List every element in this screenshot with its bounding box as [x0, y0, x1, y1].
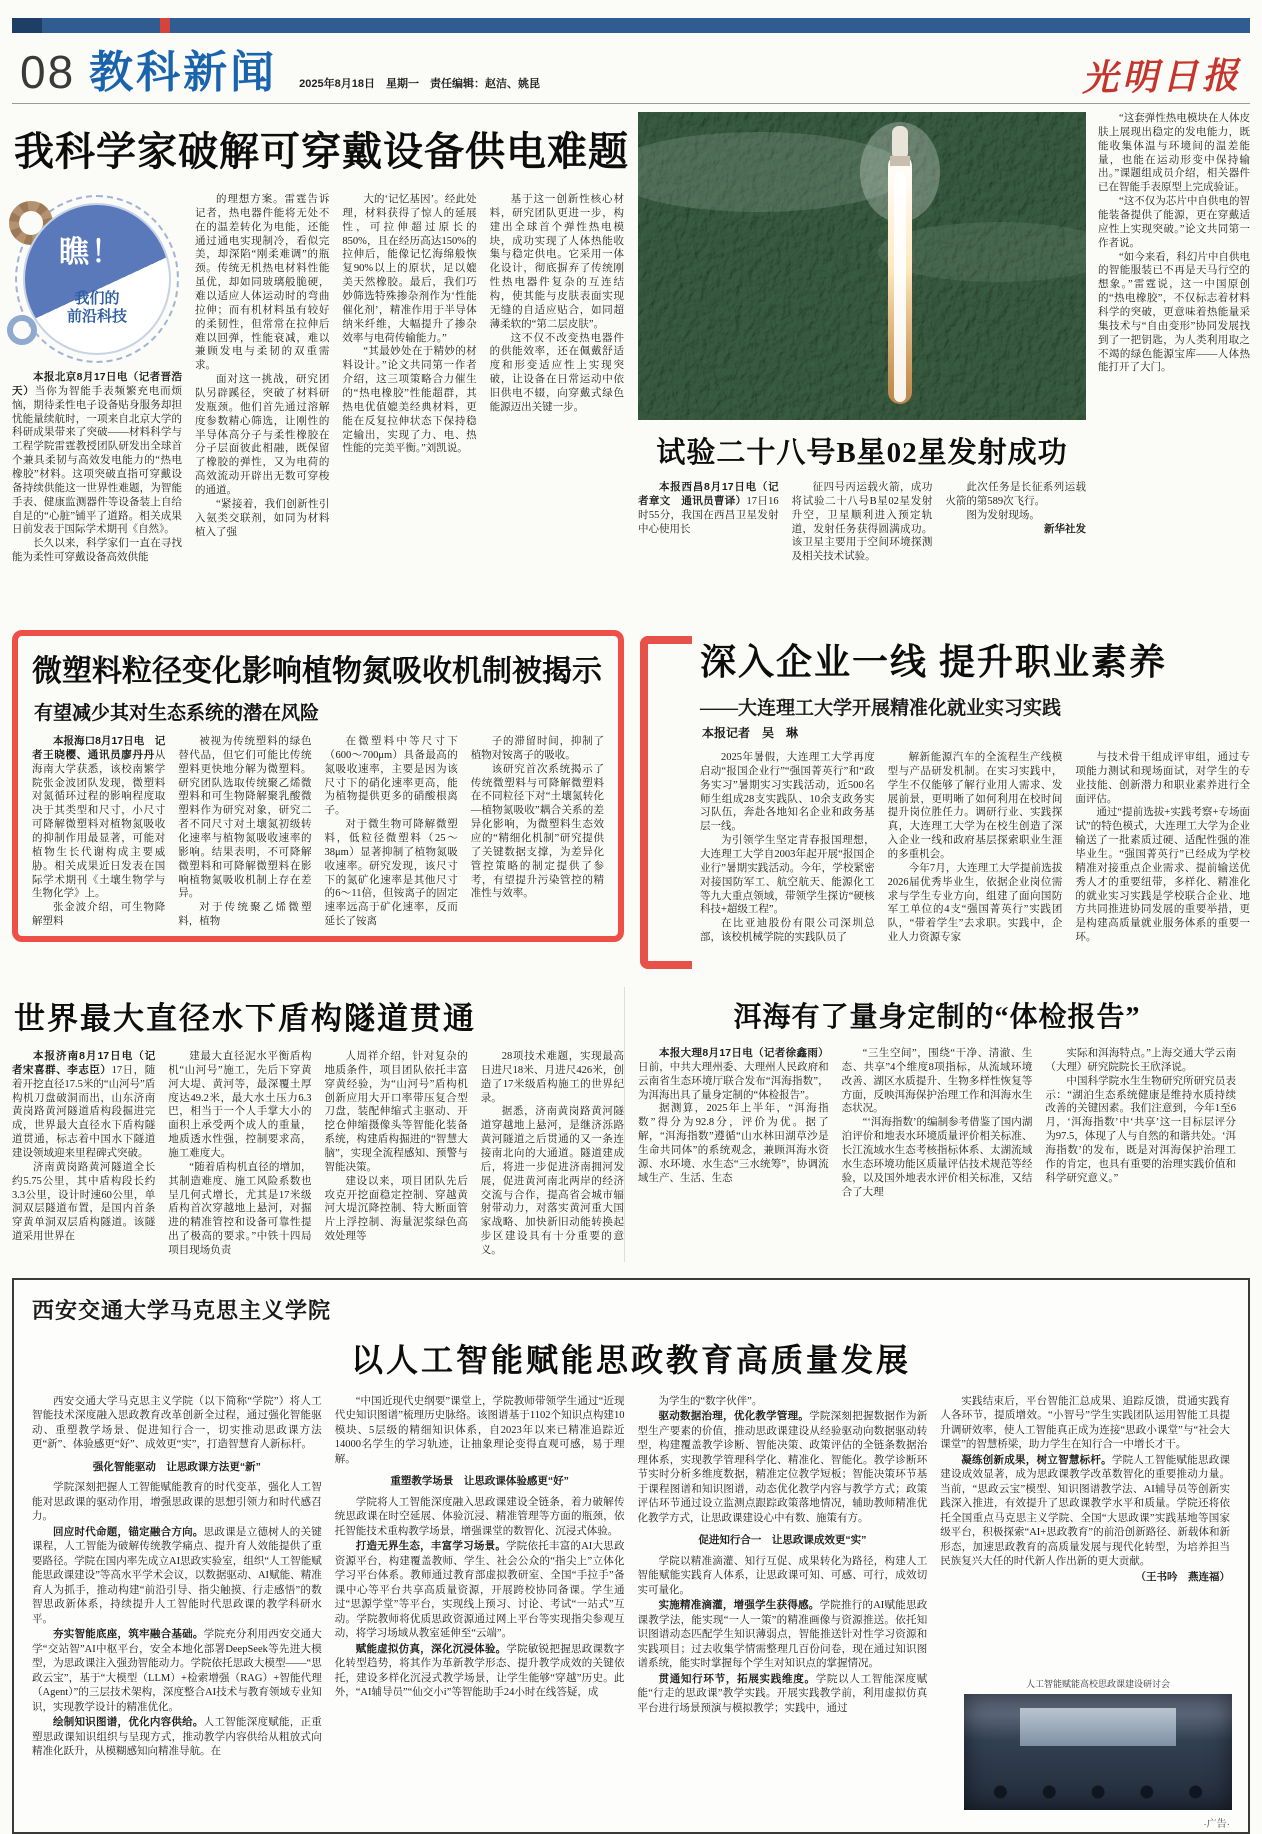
ad-title: 以人工智能赋能思政教育高质量发展: [350, 1342, 911, 1378]
article-wearable: [12, 112, 629, 620]
text-column: [638, 1395, 928, 1819]
badge-circle: [23, 203, 171, 355]
text-column: [700, 751, 875, 973]
paragraph: 中国科学院水生生物研究所研究员表示：“湖泊生态系统健康是维持水质持续改善的关键因素。我们注意到，今年1至6月，‘洱海指数’中‘共享’这一目标层评分为97.5，体现了人与自然的和谐共处。‘洱海指数’的发布，既是对洱海保护治理工作的肯定，也具有重要的治理实践价值和科学研究意义。”: [1045, 1075, 1237, 1184]
conference-photo: [964, 1694, 1232, 1810]
paragraph: 该研究首次系统揭示了传统微塑料与可降解微塑料在不同粒径下对“土壤氮转化—植物氮吸收”耦合关系的差异化影响，为微塑料生态效应的“精细化机制”研究提供了关键数据支撑，为差异化管控策略的制定提供了参考，有望提升污染管控的精准性与效率。: [470, 763, 604, 900]
paragraph: 28项技术难题，实现最高日进尺18米、月进尺426米，创造了17米级盾构施工的世界纪录。: [480, 1051, 624, 1104]
paragraph: 的理想方案。雷霆告诉记者，热电器件能将无处不在的温差转化为电能，还能通过通电实现制冷，看似完美，却深陷“刚柔难调”的瓶颈。传统无机热电材料性能虽优，却如同玻璃般脆硬，难以适应人体运动时的弯曲拉伸；而有机材料虽有较好的柔韧性，但常常在拉伸后难以回弹，性能衰减，难以兼顾发电与柔韧的双重需求。: [195, 194, 330, 372]
article-headline: 试验二十八号B星02星发射成功: [656, 437, 1068, 469]
text-column: [325, 1050, 468, 1262]
body-columns: [638, 1047, 1236, 1253]
paragraph: 在比亚迪股份有限公司深圳总部，该校机械学院的实践队员了: [700, 918, 875, 944]
paragraph: “中国近现代史纲要”课堂上，学院教师带领学生通过“近现代史知识图谱”梳理历史脉络。该图谱基于1102个知识点构建10模块、5层级的精细知识体系，自2023年以来已精准追踪近14000名学生的学习轨迹，让抽象理论变得直观可感，易于理解。: [334, 1396, 625, 1465]
column-subhead: 强化智能驱动 让思政课方法更“新”: [92, 1460, 261, 1473]
body-columns: [195, 193, 624, 585]
article-satellite: [638, 430, 1086, 601]
body-columns: [12, 1050, 624, 1262]
ad-mark: ·广告·: [1203, 1819, 1230, 1830]
text-column: [12, 371, 182, 585]
page-number: 08: [20, 46, 76, 98]
article-headline: 我科学家破解可穿戴设备供电难题: [14, 129, 629, 174]
paragraph: 西安交通大学马克思主义学院（以下简称“学院”）将人工智能技术深度融入思政教育改革创新全过程，通过强化智能驱动、重塑教学场景、促进知行合一，切实推动思政课方法更“新”、体验感更“好”、成效更“实”，打造智慧育人新标杆。: [32, 1396, 322, 1451]
paragraph: 实施精准滴灌，增强学生获得感。学院推行的AI赋能思政课教学法，能实现“一人一策”的精准画像与资源推送。依托知识图谱动态匹配学生知识薄弱点，智能推送针对性学习资源和实践项目；过去收集学情需整理几百份问卷，现在通过知识图谱系统，能实时掌握每个学生对知识点的掌握情况。: [637, 1599, 928, 1670]
paragraph: “这套弹性热电模块在人体皮肤上展现出稳定的发电能力，既能收集体温与环境间的温差能量，也能在运动形变中保持输出。”课题组成员介绍，相关器件已在智能手表原型上完成验证。: [1098, 113, 1250, 194]
paragraph: “这不仅为芯片中自供电的智能装备提供了能源，更在穿戴适应性上实现突破。”论文共同第一作者说。: [1098, 196, 1250, 249]
paragraph: 贯通知行环节，拓展实践维度。学院以人工智能深度赋能“行走的思政课”教学实践。开展实践教学前，利用虚拟仿真平台进行场景预演与模拟教学；实践中，通过: [637, 1672, 928, 1714]
paragraph: 为学生的“数字伙伴”。: [658, 1396, 763, 1407]
paragraph: 此次任务是长征系列运载火箭的第589次飞行。: [945, 482, 1087, 507]
paragraph: 本报济南8月17日电（记者宋喜群、李志臣）17日，随着开挖直径17.5米的“山河号”盾构机刀盘破洞而出，山东济南黄岗路黄河隧道盾构段掘进完成，世界最大直径水下盾构隧道贯通，标志着中国水下隧道建设领域迎来里程碑式突破。: [12, 1050, 156, 1160]
body-columns: [32, 735, 604, 933]
paragraph: 子的滞留时间，抑制了植物对铵离子的吸收。: [470, 736, 604, 761]
paragraph: “三生空间”，围绕“干净、清澈、生态、共享”4个维度8项指标，从流域环境改善、湖区水质提升、生物多样性恢复等方面，反映洱海保护治理工作和洱海水生态状况。: [841, 1048, 1033, 1115]
text-column: [342, 193, 476, 585]
paragraph: 基于这一创新性核心材料，研究团队更进一步，构建出全球首个弹性热电模块，成功实现了人体热能收集与稳定供电。它采用一体化设计，彻底摒弃了传统刚性热电器件复杂的互连结构，使其能与皮肤表面实现无缝的自适应贴合，如同超薄柔软的“第二层皮肤”。: [489, 194, 624, 330]
body-columns: [1098, 112, 1250, 620]
text-column: [792, 481, 933, 601]
text-column: [490, 193, 624, 585]
text-column: [842, 1047, 1033, 1253]
paragraph: 通过“提前选拔+实践考察+专场面试”的特色模式，大连理工大学为企业输送了一批素质过硬、适配性强的准毕业生。“强国菁英行”已经成为学校精准对接重点企业需求、提前输送优秀人才的重要纽带，多样化、精准化的就业实习实践是学校联合企业、地方共同推进协同发展的重要举措，更是构建高质量就业服务体系的重要一环。: [1075, 807, 1251, 944]
badge-subtitle: 我们的 前沿科技: [66, 289, 127, 326]
article-dlut: [638, 634, 1250, 973]
paragraph: 据悉，济南黄岗路黄河隧道穿越地上悬河，是继济泺路黄河隧道之后贯通的又一条连接南北向的大通道。隧道建成后，将进一步促进济南拥河发展，促进黄河南北两岸的经济交流与合作，提高省会城市辐射带动力，对落实黄河重大国家战略、加快新旧动能转换起步区建设具有十分重要的意义。: [480, 1106, 624, 1257]
paragraph: 2025年暑假，大连理工大学再度启动“报国企业行”“强国菁英行”和“政务实习”暑期实习实践活动，近500名师生组成28支实践队、10余支政务实习队伍，奔赴各地知名企业和政务基层一线。: [700, 752, 875, 833]
paragraph: 本报大理8月17日电（记者徐鑫雨）日前，中共大理州委、大理州人民政府和云南省生态环境厅联合发布“洱海指数”，为洱海出具了量身定制的“体检报告”。: [638, 1047, 829, 1101]
paragraph: 实践结束后，平台智能汇总成果、追踪反馈，贯通实践育人各环节，提质增效。“小智号”学生实践团队运用智能工具提升调研效率，使人工智能真正成为连接“思政小课堂”与“社会大课堂”的智慧桥梁，助力学生在知行合一中增长才干。: [940, 1396, 1230, 1451]
paragraph: 征四号丙运载火箭，成功将试验二十八号B星02星发射升空，卫星顺利进入预定轨道，发射任务获得圆满成功。该卫星主要用于空间环境探测及相关技术试验。: [791, 482, 933, 563]
text-column: [195, 193, 329, 585]
text-column: [638, 1047, 829, 1253]
red-notch: [160, 18, 170, 33]
signature: （王书吟 燕连福）: [1135, 1570, 1230, 1583]
paragraph: “如今来看，科幻片中自供电的智能服装已不再是天马行空的想象。”雷霆说，这一中国原创的“热电橡胶”，不仅标志着材料科学的突破，更意味着热能量采集技术与“自由变形”协同发展找到了一把钥匙，为人类利用取之不竭的绿色能源宝库——人体热能打开了大门。: [1098, 251, 1250, 374]
paragraph: 被视为传统塑料的绿色替代品，但它们可能比传统塑料更快地分解为微塑料。研究团队选取传统聚乙烯微塑料和可生物降解聚乳酸微塑料作为研究对象，研究二者不同尺寸对土壤氮初级转化速率与植物氮吸收速率的影响。结果表明，不可降解微塑料和可降解微塑料在影响植物氮吸收机制上存在差异。: [178, 736, 312, 900]
paragraph: 大的‘记忆基因’。经此处理，材料获得了惊人的延展性，可拉伸超过原长的850%，且在经历高达150%的拉伸后，能像记忆海绵般恢复90%以上的原状，足以媲美天然橡胶。最后，我们巧妙筛选特殊掺杂剂作为‘性能催化剂’，精准作用于半导体纳米纤维，大幅提升了掺杂效率与电荷传输能力。”: [342, 194, 477, 344]
column-subhead: 促进知行合一 让思政课成效更“实”: [698, 1534, 867, 1547]
paragraph: “‘洱海指数’的编制参考借鉴了国内湖泊评价和地表水环境质量评价相关标准、长江流域水生态考核指标体系、太湖流域水生态环境功能区质量评估技术规范等经验，以及国外地表水评价相关标准，又结合了大理: [841, 1117, 1033, 1198]
badge-title: 瞧！: [59, 236, 123, 269]
paragraph: 学院深刻把握人工智能赋能教育的时代变革，强化人工智能对思政课的驱动作用，增强思政课的思想引领力和时代感召力。: [32, 1482, 322, 1523]
text-column: [1098, 112, 1250, 620]
paragraph: 在微塑料中等尺寸下（600～700μm）具备最高的氮吸收速率，主要是因为该尺寸下的硝化速率更高，能为植物提供更多的硝酸根离子。: [324, 736, 458, 817]
paragraph: 回应时代命题，锚定融合方向。思政课是立德树人的关键课程，人工智能为破解传统教学痛点、提升育人效能提供了重要路径。学院在国内率先成立AI思政实验室，组织“人工智能赋能思政课建设”等高水平学术会议，以数据驱动、AI赋能、精准育人为抓手，推动构建“前沿引导、指尖触摸、行走感悟”的数智思政新体系，持续提升人工智能时代思政课的教学科研水平。: [32, 1525, 322, 1625]
text-column: [1075, 751, 1250, 973]
right-top-region: [638, 112, 1250, 620]
text-column: [638, 481, 779, 601]
body-columns: [638, 481, 1086, 601]
date-editor-line: 2025年8月18日 星期一 责任编辑：赵洁、姚昆: [299, 78, 540, 90]
paragraph: 面对这一挑战，研究团队另辟蹊径，突破了材料研发瓶颈。他们首先通过溶解度参数精心筛选，让刚性的半导体高分子与柔性橡胶在分子层面彼此相融，既保留了橡胶的弹性，又为电荷的高效流动开辟出无数可穿梭的通道。: [195, 374, 330, 497]
body-columns: [12, 371, 182, 585]
paragraph: 本报北京8月17日电（记者晋浩天）当你为智能手表频繁充电而烦恼，期待柔性电子设备贴身服务却担忧能量续航时，一项来自北京大学的科研成果带来了突破——材料科学与工程学院雷霆教授团队研发出全球首个兼具柔韧与高效发电能力的“热电橡胶”材料。这项突破直指可穿戴设备持续供能这一世界性难题，为智能手表、健康监测器件等设备装上自给自足的“心脏”铺平了道路。相关成果日前发表于国际学术期刊《自然》。: [12, 371, 182, 536]
paragraph: 对于传统聚乙烯微塑料，植物: [178, 902, 312, 928]
paragraph: 实际和洱海特点。”上海交通大学云南（大理）研究院院长王欣泽说。: [1045, 1048, 1237, 1073]
paragraph: 与技术骨干组成评审组，通过专项能力测试和现场面试，对学生的专业技能、创新潜力和职业素养进行全面评估。: [1075, 752, 1251, 805]
article-byline: 本报记者 吴 琳: [702, 726, 799, 740]
paragraph: 对于微生物可降解微塑料，低粒径微塑料（25～38μm）显著抑制了植物氮吸收速率。研究发现，该尺寸下的氮矿化速率是其他尺寸的6～11倍，但铵离子的固定速率远高于矿化速率，反而延长了铵离: [324, 819, 458, 928]
article-headline: 深入企业一线 提升职业素养: [700, 642, 1168, 682]
article-subhead: ——大连理工大学开展精准化就业实习实践: [700, 698, 1062, 719]
article-headline: 世界最大直径水下盾构隧道贯通: [14, 1001, 476, 1036]
paragraph: 驱动数据治理，优化教学管理。学院深刻把握数据作为新型生产要素的价值，推动思政课建设从经验驱动向数据驱动转型，构建覆盖教学诊断、智能决策、政策评估的全链条数据治理体系，实现教学管理科学化、精准化、智能化。教学诊断环节实时分析多维度数据，精准定位教学短板；智能决策环节基于课程图谱和知识图谱，动态优化教学内容与教学方式；政策评估环节通过设立监测点跟踪政策落地情况，辅助教师精准优化教学方式，让思政课建设心中有数、施策有方。: [637, 1410, 928, 1524]
article-headline: 微塑料粒径变化影响植物氮吸收机制被揭示: [32, 655, 602, 688]
paragraph: 赋能虚拟仿真，深化沉浸体验。学院敏锐把握思政课数字化转型趋势，将其作为革新教学形态、提升教学成效的关键依托，建设多样化沉浸式教学场景，让学生能够“穿越”历史。此外，“AI辅导员”“仙交小i”等智能助手24小时在线答疑，成: [334, 1642, 625, 1699]
text-column: [945, 481, 1086, 601]
section-title: 教科新闻: [89, 48, 278, 97]
paragraph: “紧接着，我们创新性引入氨类交联剂，如同为材料植入了强: [195, 498, 330, 538]
advertisement-xjtu: [12, 1278, 1250, 1834]
text-column: [471, 735, 604, 933]
frontier-tech-badge: [15, 195, 179, 363]
article-tunnel: [12, 987, 624, 1262]
paragraph: 为引领学生坚定青春报国理想，大连理工大学自2003年起开展“报国企业行”暑期实践活动。今年，学校紧密对接国防军工、航空航天、能源化工等九大重点领域，带领学生探访“硬核科技+超级工程”。: [700, 835, 875, 916]
text-column: [178, 735, 311, 933]
paragraph: 打造无界生态，丰富学习场景。学院依托丰富的AI大思政资源平台，构建覆盖教师、学生、社会公众的“指尖上”立体化学习平台体系。教师通过教育部虚拟教研室、全国“手拉手”备课中心等平台共享高质量资源，开展跨校协同备课。学生通过“思源学堂”等平台，实现线上预习、讨论、考试“一站式”互动。学院教师将优质思政资源通过网上平台等实现指尖参观互动，将学习场域从教室延伸至“云端”。: [334, 1540, 625, 1640]
text-column: [1045, 1047, 1236, 1253]
paragraph: 济南黄岗路黄河隧道全长约5.75公里，其中盾构段长约3.3公里，设计时速60公里，单洞双层隧道布置，是国内首条穿黄单洞双层盾构隧道。该隧道采用世界在: [12, 1161, 156, 1243]
paragraph: 长久以来，科学家们一直在寻找能为柔性可穿戴设备高效供能: [12, 538, 182, 564]
signature: 新华社发: [1044, 522, 1087, 535]
article-erhai: [624, 987, 1236, 1262]
top-blue-bar: [12, 18, 1250, 33]
paragraph: 据测算，2025年上半年，“洱海指数”得分为92.8分，评价为优。据了解，“洱海指数”遵循“山水林田湖草沙是生命共同体”的系统观念，兼顾洱海水资源、水环境、水生态“三水统筹”，协调流域生产、生活、生态: [638, 1103, 829, 1184]
paragraph: 图为发射现场。: [966, 509, 1040, 521]
text-column: [335, 1395, 625, 1819]
article-microplastic: [12, 630, 624, 942]
paragraph: 学院将人工智能深度融入思政课建设全链条，着力破解传统思政课在时空延展、体验沉浸、精准管理等方面的瓶颈，依托智能技术重构教学场景，增强课堂的数智化、沉浸式体验。: [334, 1496, 625, 1537]
text-column: [12, 1050, 155, 1262]
body-columns: [700, 751, 1250, 973]
paragraph: “随着盾构机直径的增加，其制造难度、施工风险系数也呈几何式增长，尤其是17米级盾构首次穿越地上悬河，对掘进的精准管控和设备可靠性提出了极高的要求。”中铁十四局项目现场负责: [168, 1161, 312, 1257]
paragraph: 人周祥介绍，针对复杂的地质条件，项目团队依托丰富穿黄经验，为“山河号”盾构机创新应用大开口率带压复合型刀盘，装配伸缩式主驱动、开挖仓伸缩摄像头等智能化装备系统，构建盾构掘进的“智慧大脑”，实现全流程感知、预警与智能决策。: [324, 1051, 468, 1173]
text-column: [888, 751, 1063, 973]
column-subhead: 重塑教学场景 让思政课体验感更“好”: [390, 1475, 569, 1488]
paragraph: 建设以来，项目团队先后攻克开挖面稳定控制、穿越黄河大堤沉降控制、特大断面管片上浮控制、海量泥浆绿色高效处理等: [324, 1175, 468, 1243]
paragraph: 张金波介绍，可生物降解塑料: [32, 902, 166, 928]
text-column: [325, 735, 458, 933]
newspaper-masthead: 光明日报: [1081, 55, 1243, 99]
ad-photo-caption: 人工智能赋能高校思政课建设研讨会: [1025, 1679, 1170, 1689]
article-subhead: 有望减少其对生态系统的潜在风险: [34, 703, 320, 724]
paragraph: 本报西昌8月17日电（记者章文 通讯员曹译）17日16时55分，我国在西昌卫星发射中心使用长: [638, 481, 779, 535]
text-column: [168, 1050, 311, 1262]
paragraph: 夯实智能底座，筑牢融合基础。学院充分利用西安交通大学“交站智”AI中枢平台，安全本地化部署DeepSeek等先进大模型，为思政课注入强劲智能动力。学院依托思政大模型——“思政云宝”，基于“大模型（LLM）+检索增强（RAG）+智能代理（Agent）”的三层技术架构，深度整合AI技术与教育领域专业知识，实现教学设计的精准优化。: [32, 1628, 322, 1713]
paragraph: 学院以精准滴灌、知行互促、成果转化为路径，构建人工智能赋能实践育人体系，让思政课可知、可感、可行，成效切实可量化。: [637, 1555, 928, 1596]
header-rule: [12, 103, 1250, 104]
paragraph: 解新能源汽车的全流程生产线模型与产品研发机制。在实习实践中，学生不仅能够了解行业用人需求、发展前景，更明晰了如何利用在校时间提升岗位胜任力。调研行业、实践探真，大连理工大学为在校生创造了深入企业一线和政府基层探索职业生涯的多重机会。: [887, 752, 1063, 861]
page-header: [12, 33, 1250, 99]
text-column: [32, 1395, 322, 1819]
text-column: [32, 735, 165, 933]
paragraph: 凝练创新成果，树立智慧标杆。学院人工智能赋能思政课建设成效显著，成为思政课教学改革数智化的重要推动力量。当前，“思政云宝”模型、知识图谱教学法、AI辅导员等创新实践深入推进，有效提升了思政课教学水平和质量。学院还将依托全国重点马克思主义学院、全国“大思政课”实践基地等国家级平台，积极探索“AI+思政教育”的前沿创新路径、新载体和新形态，加速思政教育的高质量发展与现代化转型，为培养担当民族复兴大任的时代新人作出新的更大贡献。: [940, 1453, 1230, 1568]
text-column: [481, 1050, 624, 1262]
paragraph: 绘制知识图谱，优化内容供给。人工智能深度赋能，正重塑思政课知识组织与呈现方式，推动教学内容供给从粗放式向精准化跃升，从模糊感知向精准导航。在: [32, 1716, 322, 1758]
paragraph: “其最妙处在于精妙的材料设计。”论文共同第一作者介绍，这三项策略合力催生的“热电橡胶”性能超群，其热电优值媲美经典材料，更能在反复拉伸状态下保持稳定输出，实现了力、电、热性能的完美平衡。”刘凯说。: [342, 346, 477, 455]
paragraph: 建最大直径泥水平衡盾构机“山河号”施工，先后下穿黄河大堤、黄河等，最深覆土厚度达49.2米，最大水土压力6.3巴，相当于一个人手掌大小的面积上承受两个成人的重量，地质透水性强，控制要求高，施工难度大。: [168, 1051, 312, 1160]
paragraph: 今年7月，大连理工大学提前选拔2026届优秀毕业生，依据企业岗位需求与学生专业方向，组建了面向国防军工单位的4支“强国菁英行”实践团队，“带着学生”去求职。实践中，企业人力资源专家: [887, 862, 1063, 944]
paragraph: 本报海口8月17日电 记者王晓樱、通讯员廖丹丹从海南大学获悉，该校南繁学院张金波团队发现，微塑料对氮循环过程的影响程度取决于其类型和尺寸，小尺寸可降解微塑料对植物氮吸收的抑制作用最显著，可能对植物生长代谢构成主要威胁。相关成果近日发表在国际学术期刊《土壤生物学与生物化学》上。: [32, 735, 166, 900]
paragraph: 这不仅不改变热电器件的供能效率，还在佩戴舒适度和形变适应性上实现突破，让设备在日常运动中依旧供电不辍，向穿戴式绿色能源迈出关键一步。: [489, 332, 624, 413]
ad-organization: 西安交通大学马克思主义学院: [32, 1298, 332, 1323]
rocket-launch-photo: [638, 112, 1086, 420]
article-headline: 洱海有了量身定制的“体检报告”: [733, 1002, 1141, 1033]
